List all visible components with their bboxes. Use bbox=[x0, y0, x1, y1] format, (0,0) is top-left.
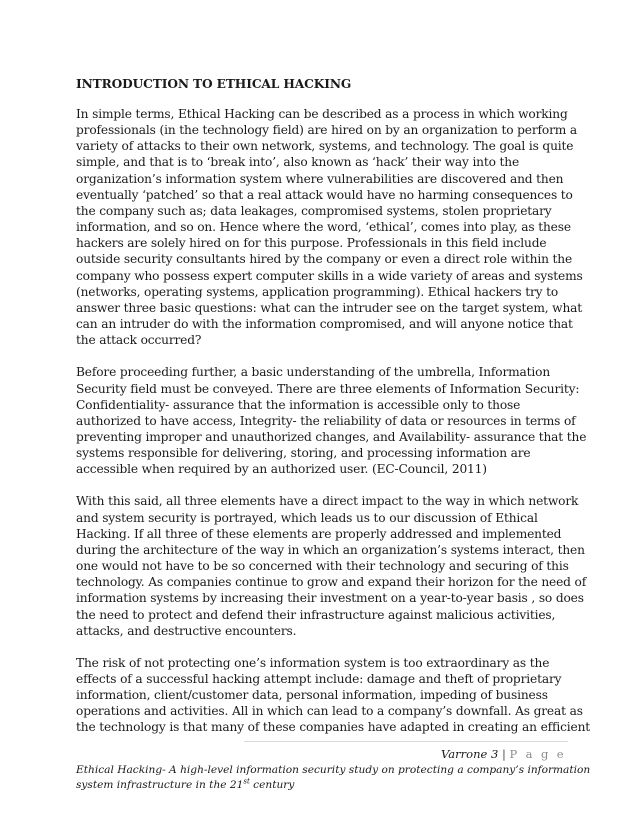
paragraph-line: the attack occurred? bbox=[76, 333, 202, 348]
document-body bbox=[76, 76, 591, 752]
paragraph-line: Security field must be conveyed. There are three elements of Information Security: bbox=[76, 381, 580, 396]
paragraph-line: Before proceeding further, a basic understanding of the umbrella, Information bbox=[76, 365, 551, 380]
paragraph-line: information systems by increasing their investment on a year-to-year basis , so does bbox=[76, 591, 584, 606]
paragraph-line: effects of a successful hacking attempt include: damage and theft of proprietary bbox=[76, 672, 562, 686]
paragraph-line: accessible when required by an authorized user. (EC-Council, 2011) bbox=[76, 462, 487, 477]
footer-divider bbox=[244, 741, 568, 742]
paragraph-line: Confidentiality- assurance that the information is accessible only to those bbox=[76, 397, 521, 412]
paragraph-line: The risk of not protecting one’s information system is too extraordinary as the bbox=[76, 655, 550, 670]
footer-title-line-2-end: century bbox=[249, 779, 295, 791]
body-paragraph bbox=[76, 655, 591, 736]
body-paragraph bbox=[76, 493, 587, 638]
paragraph-line: hackers are solely hired on for this purpose. Professionals in this field include bbox=[76, 236, 547, 251]
paragraph-line: company who possess expert computer skills in a wide variety of areas and systems bbox=[76, 268, 583, 283]
paragraph-line: the company such as; data leakages, compromised systems, stolen proprietary bbox=[76, 203, 552, 218]
paragraph-list bbox=[76, 106, 591, 736]
footer-page-label: P a g e bbox=[509, 747, 566, 761]
body-paragraph bbox=[76, 106, 583, 348]
paragraph-line: Hacking. If all three of these elements are properly addressed and implemented bbox=[76, 526, 562, 541]
paragraph-line: organization’s information system where vulnerabilities are discovered and then bbox=[76, 171, 564, 186]
paragraph-line: information, client/customer data, personal information, impeding of business bbox=[76, 688, 548, 703]
paragraph-line: With this said, all three elements have a direct impact to the way in which network bbox=[76, 494, 579, 509]
footer-author: Varrone bbox=[441, 747, 488, 761]
paragraph-line: one would not have to be so concerned with their technology and securing of this bbox=[76, 559, 569, 574]
paragraph-line: (networks, operating systems, application programming). Ethical hackers try to bbox=[76, 284, 559, 299]
paragraph-line: simple, and that is to ‘break into’, also known as ‘hack’ their way into the bbox=[76, 155, 520, 170]
paragraph-line: eventually ‘patched’ so that a real attack would have no harming consequences to bbox=[76, 187, 573, 202]
paragraph-line: preventing improper and unauthorized changes, and Availability- assurance that the bbox=[76, 429, 587, 444]
paragraph-line: attacks, and destructive encounters. bbox=[76, 623, 297, 638]
paragraph-line: outside security consultants hired by the company or even a direct role within the bbox=[76, 252, 573, 267]
footer-title-line-2-start: system infrastructure in the 21 bbox=[76, 779, 244, 791]
body-paragraph bbox=[76, 364, 587, 477]
paragraph-line: In simple terms, Ethical Hacking can be described as a process in which working bbox=[76, 107, 568, 121]
footer-title-line-2 bbox=[76, 778, 576, 793]
footer-title-superscript: st bbox=[243, 777, 250, 786]
page-number-block bbox=[441, 747, 566, 761]
paragraph-line: answer three basic questions: what can the intruder see on the target system, what bbox=[76, 300, 583, 315]
paragraph-line: authorized to have access, Integrity- the reliability of data or resources in terms of bbox=[76, 413, 576, 428]
paragraph-line: technology. As companies continue to grow and expand their horizon for the need of bbox=[76, 575, 587, 590]
paragraph-line: during the architecture of the way in which an organization’s systems interact, then bbox=[76, 542, 585, 557]
section-heading: INTRODUCTION TO ETHICAL HACKING bbox=[76, 77, 352, 91]
paragraph-line: information, and so on. Hence where the word, ‘ethical’, comes into play, as these bbox=[76, 220, 571, 235]
paragraph-line: systems responsible for delivering, storing, and processing information are bbox=[76, 446, 531, 461]
paragraph-line: the technology is that many of these companies have adapted in creating an efficient bbox=[76, 720, 591, 735]
footer-page-number: 3 bbox=[490, 747, 499, 761]
paragraph-line: and system security is portrayed, which leads us to our discussion of Ethical bbox=[76, 510, 538, 525]
paragraph-line: professionals (in the technology field) are hired on by an organization to perform a bbox=[76, 123, 577, 138]
footer-document-title bbox=[76, 763, 591, 793]
paragraph-line: the need to protect and defend their infrastructure against malicious activities, bbox=[76, 607, 556, 622]
paragraph-line: variety of attacks to their own network, systems, and technology. The goal is quite bbox=[76, 139, 574, 154]
paragraph-line: can an intruder do with the information compromised, and will anyone notice that bbox=[76, 317, 573, 332]
footer-separator: | bbox=[501, 747, 506, 761]
paragraph-line: operations and activities. All in which can lead to a company’s downfall. As great as bbox=[76, 704, 583, 719]
footer-title-line-1: Ethical Hacking- A high-level information security study on protecting a company’s information bbox=[76, 764, 591, 776]
